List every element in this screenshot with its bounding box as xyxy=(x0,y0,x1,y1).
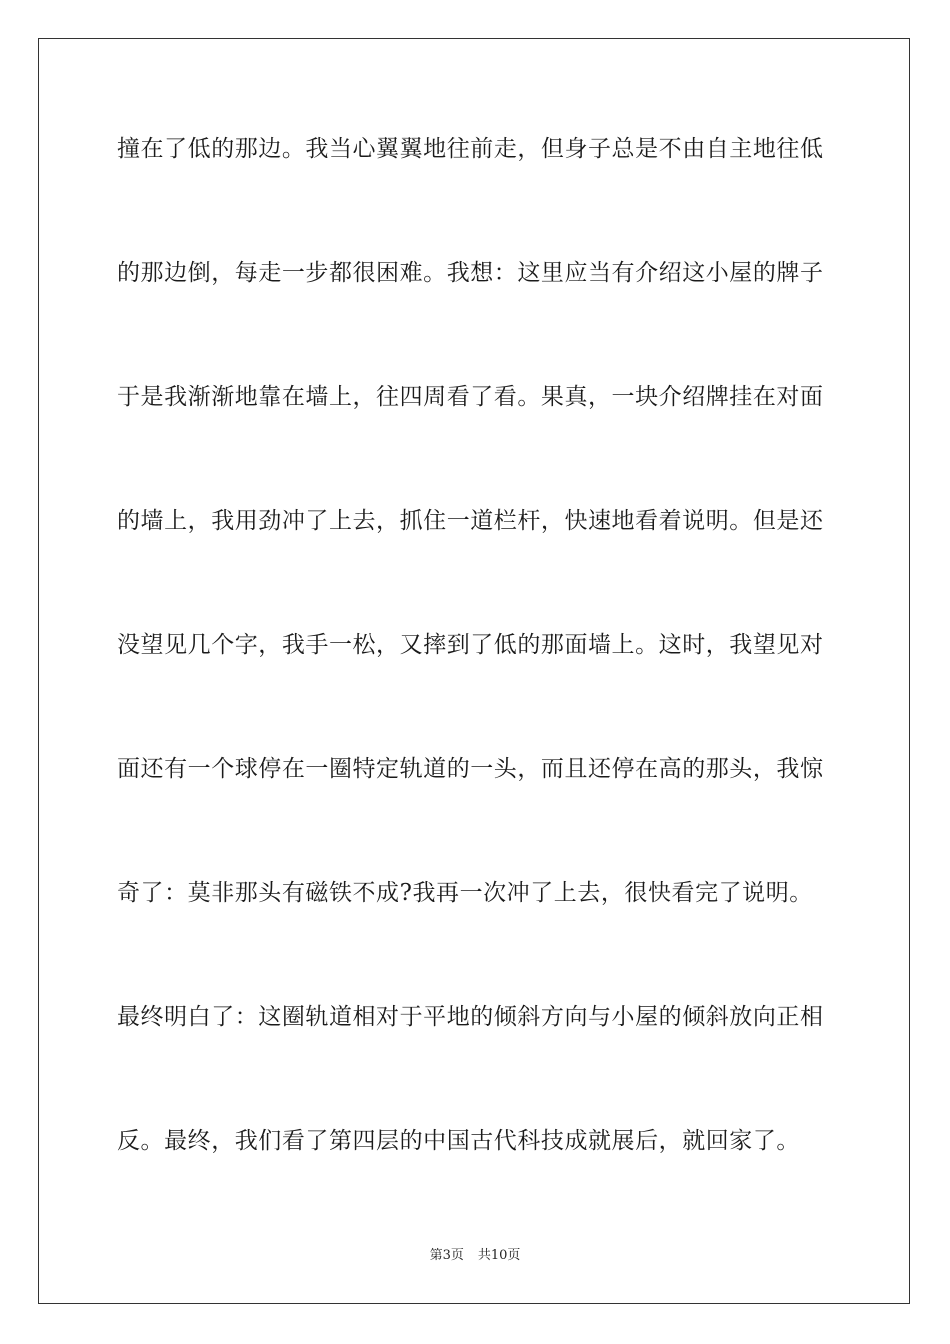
page-footer xyxy=(0,1244,950,1263)
document-body xyxy=(117,118,837,1234)
text-line: 奇了：莫非那头有磁铁不成?我再一次冲了上去，很快看完了说明。 xyxy=(117,880,813,906)
total-pages: 共10页 xyxy=(477,1248,521,1263)
text-line: 面还有一个球停在一圈特定轨道的一头，而且还停在高的那头，我惊 xyxy=(117,756,824,782)
page-number: 第3页 xyxy=(429,1248,464,1263)
text-line: 于是我渐渐地靠在墙上，往四周看了看。果真，一块介绍牌挂在对面 xyxy=(117,384,824,410)
text-line: 的墙上，我用劲冲了上去，抓住一道栏杆，快速地看着说明。但是还 xyxy=(117,508,824,534)
text-line: 最终明白了：这圈轨道相对于平地的倾斜方向与小屋的倾斜放向正相 xyxy=(117,1004,824,1030)
text-line: 的那边倒，每走一步都很困难。我想：这里应当有介绍这小屋的牌子 xyxy=(117,260,824,286)
text-line: 反。最终，我们看了第四层的中国古代科技成就展后，就回家了。 xyxy=(117,1128,800,1154)
text-line: 撞在了低的那边。我当心翼翼地往前走，但身子总是不由自主地往低 xyxy=(117,136,824,162)
text-line: 没望见几个字，我手一松，又摔到了低的那面墙上。这时，我望见对 xyxy=(117,632,824,658)
